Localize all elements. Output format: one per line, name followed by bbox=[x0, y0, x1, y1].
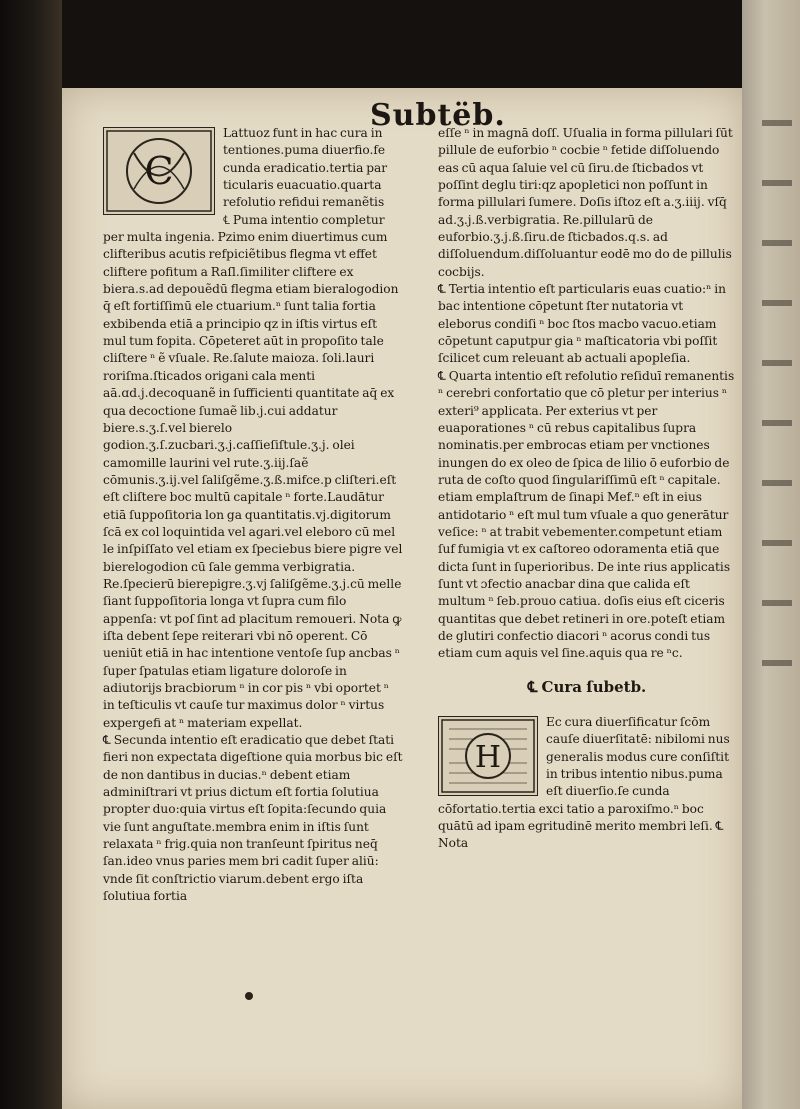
svg-text:C: C bbox=[144, 149, 174, 193]
running-head: Subtëb. bbox=[370, 98, 506, 133]
right-column bbox=[438, 125, 736, 853]
ink-dot bbox=[245, 992, 253, 1000]
woodcut-initial-ornament bbox=[104, 128, 214, 214]
book-gutter bbox=[0, 0, 62, 1109]
left-column bbox=[103, 125, 403, 905]
left-paragraph-3: ℄ Secunda intentio eſt eradicatio que debet ſtati fieri non expectata digeſtione quia morbus bic eſt de non dantibus in ducias.ⁿ debent etiam adminiſtrari vt prius dictum eſt fortia ſolutiua propter duo:quia virtus eſt ſopita:ſecundo quia vie ſunt anguſtate.membra enim in iſtis ſunt relaxata ⁿ frig.quia non tranſeunt ſpiritus neq̄ ſan.ideo vnus paries mem bri cadit ſuper aliū: vnde ſit conſtrictio viarum.debent ergo iſta ſolutiua fortia bbox=[103, 733, 403, 904]
section-heading: ℄ Cura ſubetb. bbox=[527, 677, 647, 696]
svg-text:H: H bbox=[474, 740, 502, 775]
woodcut-initial-ornament-2 bbox=[439, 717, 537, 795]
right-paragraph-2: ℄ Tertia intentio eſt particularis euas cuatio:ⁿ in bac intentione cōpetunt ſter nutatoria vt eleborus condiſi ⁿ boc ſtos macbo vacuo.etiam cōpetunt caputpur gia ⁿ maſticatoria vbi poſſit ſcilicet cum releuant ab actuali apopleſia. bbox=[438, 282, 726, 366]
right-paragraph-3: ℄ Quarta intentio eſt refolutio reſiduī remanentis ⁿ cerebri confortatio que cō pletur per interius ⁿ exteri⁹ applicata. Per exterius vt per euaporationes ⁿ cū rebus capitalibus ſupra nominatis.per embrocas etiam per vnctiones inungen do ex oleo de ſpica de lilio ō euforbio de ruta de coſto quod ſingulariſſimū eſt ⁿ capitale. etiam emplaſtrum de ſinapi Mef.ⁿ eſt in eius antidotario ⁿ eſt mul tum vſuale a quo generātur veſice: ⁿ at trabit vebementer.competunt etiam ſuf fumigia vt ex caſtoreo odoramenta etiā que dicta ſunt in ſuperioribus. De inte rius applicatis ſunt vt ɔfectio anacbar dina que calida eſt multum ⁿ ſeb.prouo catiua. doſis eius eſt ciceris quantitas que debet retineri in ore.poteſt etiam de glutiri confectio diacori ⁿ acorus condi tus etiam cum aquis vel ſine.aquis qua re ⁿc. bbox=[438, 368, 735, 661]
right-paragraph-4: Ec cura diuerſificatur ſcōm cauſe diuerſitatē: nibilomi nus generalis modus cure conſiſtit in tribus intentio nibus.puma eſt diuerſio.ſe cunda cōfortatio.tertia exci tatio a paroxiſmo.ⁿ boc quātū ad ipam egritudinē merito membri leſi. ℄ Nota bbox=[438, 715, 730, 851]
facing-page-edge bbox=[742, 0, 800, 1109]
left-paragraph-1: Lattuoz funt in hac cura in tentiones.puma diuerfio.fe cunda eradicatio.tertia par ticularis euacuatio.quarta refolutio refidui remanẽtis bbox=[223, 126, 388, 210]
right-paragraph-1: eſſe ⁿ in magnā doſſ. Uſualia in forma pillulari ſūt pillule de euforbio ⁿ cocbie ⁿ fetide diſſoluendo eas cū aqua ſaluie vel cū ſiru.de ſticbados vt poſſint deglu tiri:qz apopletici non poſſunt in forma pillulari ſumere. Doſis iſtoz eſt a.ʒ.iiij. vſq̄ ad.ʒ.j.ß.verbigratia. Re.pillularū de euforbio.ʒ.j.ß.ſiru.de ſticbados.q.s. ad diſſoluendum.diſſoluantur eodē mo do de pillulis cocbijs. bbox=[438, 126, 733, 279]
left-paragraph-2: ℄ Puma intentio completur per multa ingenia. Pzimo enim diuertimus cum clifteribus acutis refpiciẽtibus flegma vt effet cliftere pofitum a Raſl.ſimiliter cliftere ex biera.s.ad depouẽdū flegma etiam bieralogodion q̄ eſt fortiſſimū ele ctuarium.ⁿ ſunt talia fortia exbibenda etiā a principio qz in iſtis virtus eſt mul tum fopita. Cōpeteret aūt in propoſito tale cliſtere ⁿ ẽ vſuale. Re.ſalute maioza. ſoli.lauri roriſma.ſticados origani cala menti aā.ɑd.j.decoquanẽ in ſufficienti quantitate aq̄ ex qua decoctione ſumaẽ lib.j.cui addatur biere.s.ʒ.ſ.vel bierelo godion.ʒ.ſ.zucbari.ʒ.j.caſſieſiſtule.ʒ.j. olei camomille laurini vel rute.ʒ.iij.ſaẽ cōmunis.ʒ.ij.vel ſaliſgẽme.ʒ.ß.mifce.p cliſteri.eſt eſt cliſtere boc multū capitale ⁿ forte.Laudātur etiā ſuppoſitoria lon ga quantitatis.vj.digitorum ſcā ex col loquintida vel agari.vel eleboro cū mel le inſpiſſato vel etiam ex ſpeciebus biere pigre vel bierelogodion cū ſale gemma verbigratia. Re.ſpecierū bierepigre.ʒ.vj ſaliſgẽme.ʒ.j.cū melle ſiant ſuppoſitoria longa vt ſupra cum filo appenſa: vt poſ ſint ad placitum remoueri. Nota ꝙ iſta debent ſepe reiterari vbi nō operent. Cō ueniūt etiā in hac intentione ventoſe ſup ancbas ⁿ ſuper ſpatulas etiam ligature doloroſe in adiutorijs bracbiorum ⁿ in cor pis ⁿ vbi oportet ⁿ in teſticulis vt cauſe tur maximus dolor ⁿ virtus expergefi at ⁿ materiam expellat. bbox=[103, 212, 403, 730]
woodcut-initial-2 bbox=[438, 716, 538, 796]
woodcut-initial bbox=[103, 127, 215, 215]
